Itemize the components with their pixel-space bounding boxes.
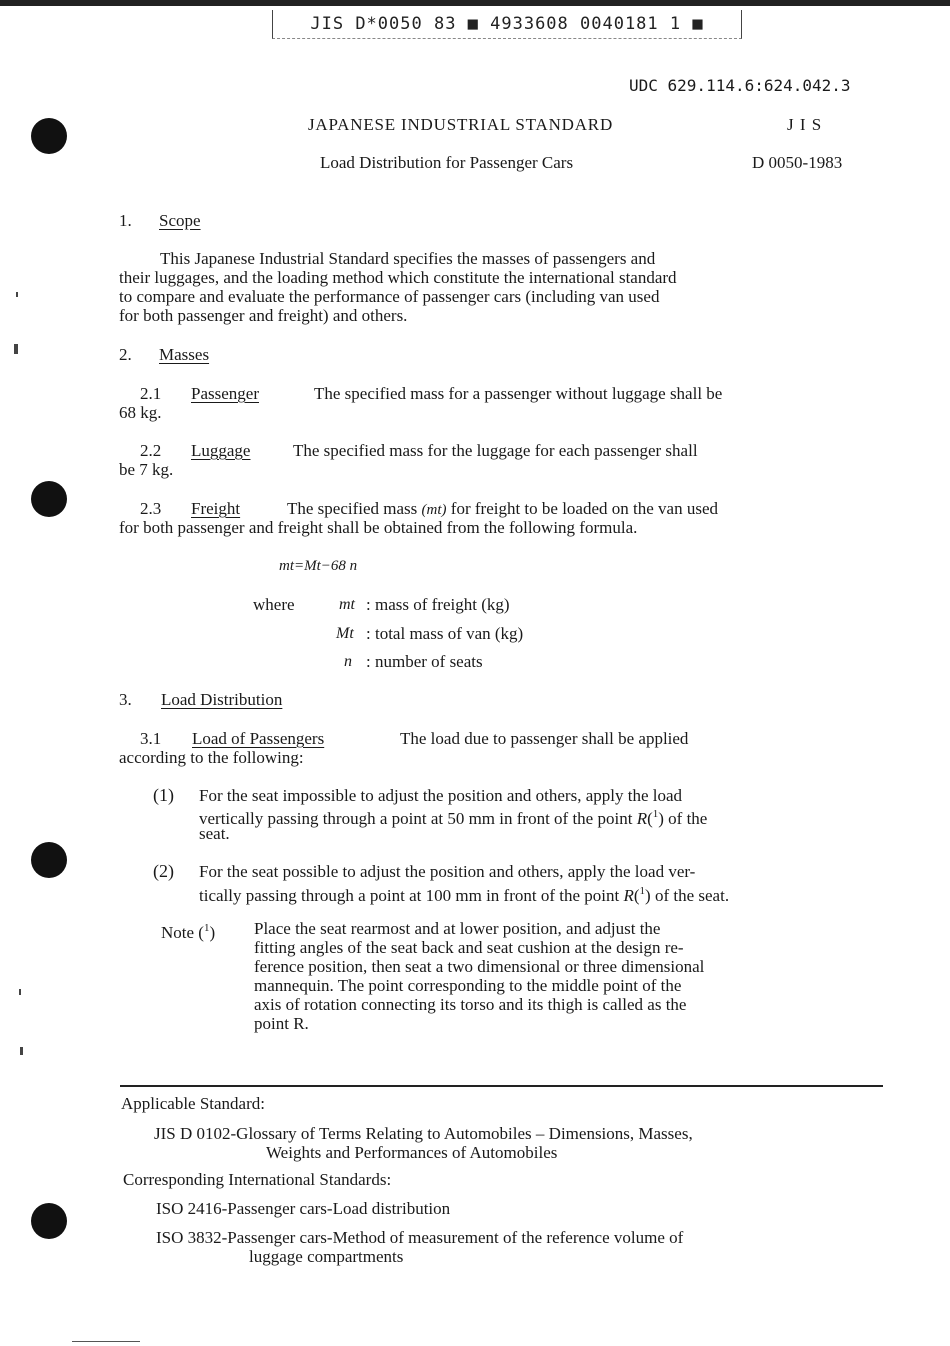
clause-title-load-of-passengers: Load of Passengers [192, 729, 325, 748]
scan-header-code: JIS D*0050 83 ■ 4933608 0040181 1 ■ [272, 10, 742, 39]
scan-speck [72, 1341, 140, 1342]
international-standards-label: Corresponding International Standards: [123, 1170, 392, 1189]
footer-divider [120, 1085, 883, 1087]
definition: : total mass of van (kg) [366, 624, 524, 643]
list-marker: (2) [153, 861, 174, 881]
punch-hole [31, 118, 67, 154]
paragraph-line: The load due to passenger shall be applied [400, 729, 689, 748]
point-r: R [623, 886, 634, 905]
applicable-standard-line: Weights and Performances of Automobiles [266, 1143, 558, 1162]
footnote-ref: ($^1$) [633, 885, 651, 905]
where-label: where [253, 595, 295, 614]
list-line: For the seat impossible to adjust the position and others, apply the load [199, 786, 683, 805]
symbol-mt: (mt) [421, 502, 447, 518]
paragraph-line: according to the following: [119, 748, 304, 767]
scan-speck [20, 1047, 23, 1055]
list-line: For the seat possible to adjust the position and others, apply the load ver- [199, 862, 696, 881]
text-run: of the seat. [654, 886, 730, 905]
definition: : number of seats [366, 652, 483, 671]
paragraph-line: This Japanese Industrial Standard specifies the masses of passengers and [160, 249, 656, 268]
text-run: vertically passing through a point at 50 mm in front of the point [199, 809, 633, 828]
paragraph-line: for both passenger and freight) and others. [119, 306, 408, 325]
clause-number: 3.1 [140, 729, 162, 748]
paragraph-line: The specified mass for the luggage for each passenger shall [293, 441, 698, 460]
clause-title-luggage: Luggage [191, 441, 251, 460]
note-line: Place the seat rearmost and at lower position, and adjust the [254, 919, 661, 938]
section-number: 3. [119, 690, 132, 709]
paragraph-line: be 7 kg. [119, 460, 174, 479]
jis-mark: J I S [787, 115, 823, 134]
list-marker: (1) [153, 785, 174, 805]
section-heading-masses: Masses [159, 345, 210, 364]
text-run: The specified mass [287, 499, 418, 518]
note-line: point R. [254, 1014, 309, 1033]
note-line: mannequin. The point corresponding to the middle point of the [254, 976, 682, 995]
symbol: mt [339, 596, 355, 613]
clause-title-freight: Freight [191, 499, 241, 518]
paragraph-line: The specified mass for a passenger without luggage shall be [314, 384, 723, 403]
punch-hole [31, 842, 67, 878]
paragraph-line: 68 kg. [119, 403, 162, 422]
clause-number: 2.1 [140, 384, 162, 403]
note-line: fitting angles of the seat back and seat cushion at the design re- [254, 938, 684, 957]
applicable-standard-line: JIS D 0102-Glossary of Terms Relating to Automobiles – Dimensions, Masses, [154, 1124, 693, 1143]
scan-speck [16, 292, 18, 297]
symbol: Mt [336, 625, 354, 642]
definition: : mass of freight (kg) [366, 595, 510, 614]
section-heading-scope: Scope [159, 211, 201, 230]
list-line [199, 882, 729, 906]
udc-code: UDC 629.114.6:624.042.3 [629, 76, 851, 95]
clause-number: 2.2 [140, 441, 162, 460]
paragraph-line: to compare and evaluate the performance of passenger cars (including van used [119, 287, 660, 306]
iso-reference: ISO 2416-Passenger cars-Load distribution [156, 1199, 451, 1218]
symbol: n [344, 653, 352, 670]
paragraph-line: their luggages, and the loading method which constitute the international standard [119, 268, 677, 287]
point-r: R [636, 809, 648, 828]
iso-reference: ISO 3832-Passenger cars-Method of measurement of the reference volume of [156, 1228, 684, 1247]
scan-top-edge [0, 0, 950, 6]
document-number: D 0050-1983 [752, 153, 843, 172]
punch-hole [31, 1203, 67, 1239]
text-run: for freight to be loaded on the van used [450, 499, 718, 518]
punch-hole [31, 481, 67, 517]
list-line [199, 805, 707, 829]
section-heading-load-distribution: Load Distribution [161, 690, 283, 709]
formula: mt=Mt−68 n [279, 558, 358, 574]
note-line: axis of rotation connecting its torso and its thigh is called as the [254, 995, 687, 1014]
document-title: Load Distribution for Passenger Cars [320, 153, 574, 172]
note-label: Note ($^1$) [161, 922, 216, 942]
text-run: of the [668, 809, 708, 828]
list-line: seat. [199, 824, 230, 843]
scan-speck [19, 989, 21, 995]
text-run: tically passing through a point at 100 mm in front of the point [199, 886, 620, 905]
paragraph-line: for both passenger and freight shall be obtained from the following formula. [119, 518, 638, 537]
section-number: 1. [119, 211, 132, 230]
clause-number: 2.3 [140, 499, 162, 518]
applicable-standard-label: Applicable Standard: [121, 1094, 265, 1113]
note-line: ference position, then seat a two dimensional or three dimensional [254, 957, 705, 976]
iso-reference: luggage compartments [249, 1247, 404, 1266]
standard-organization: JAPANESE INDUSTRIAL STANDARD [308, 115, 614, 134]
footnote-ref: 1 [203, 922, 210, 934]
clause-title-passenger: Passenger [191, 384, 259, 403]
section-number: 2. [119, 345, 132, 364]
footnote-ref: ($^1$) [647, 808, 664, 828]
scan-speck [14, 344, 18, 354]
